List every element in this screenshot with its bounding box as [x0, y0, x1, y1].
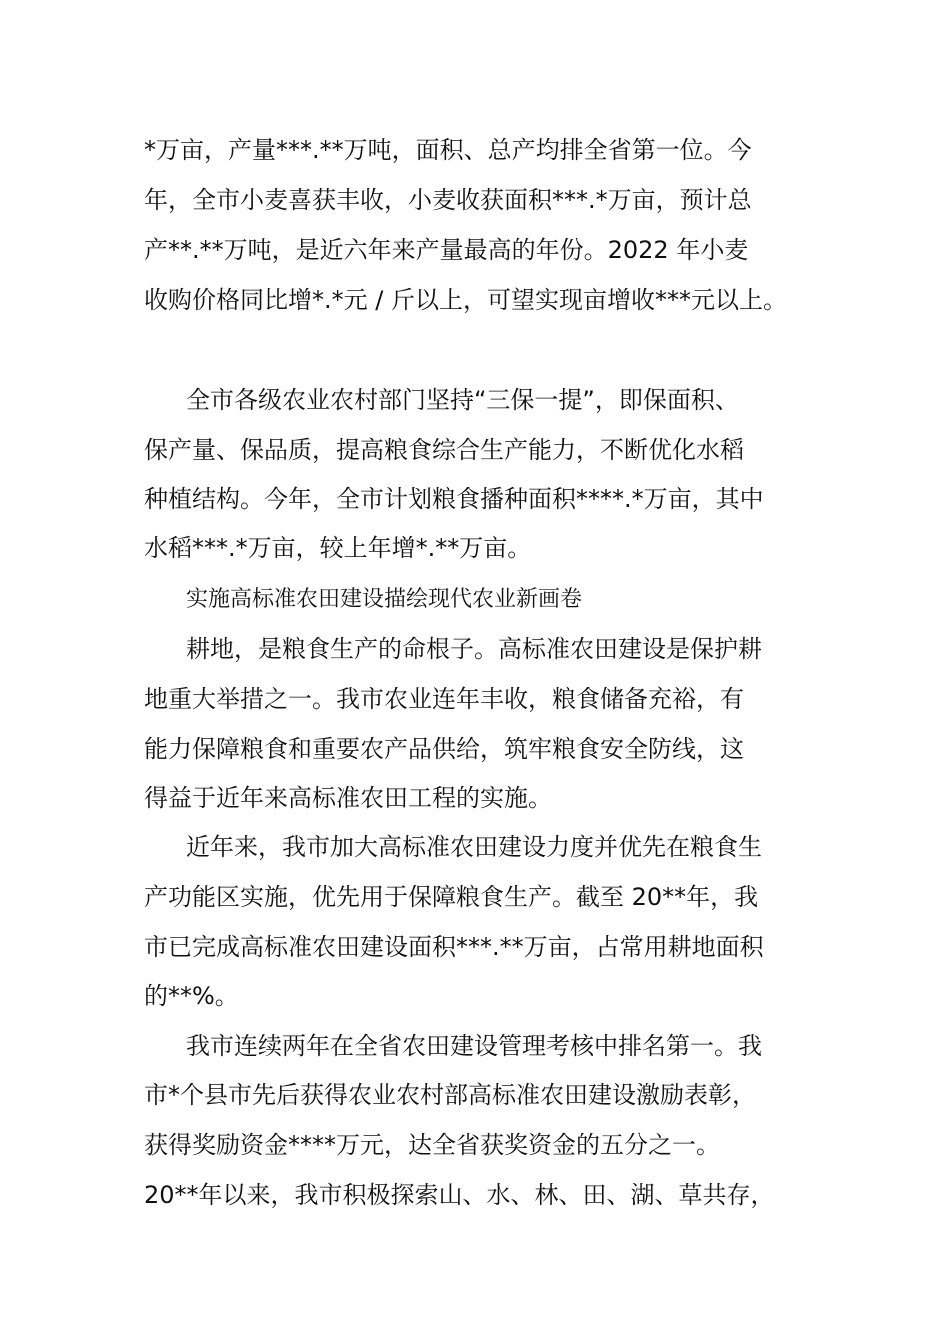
- p5-line-2: 市*个县市先后获得农业农村部高标准农田建设激励表彰，: [144, 1081, 756, 1109]
- p3-line-2: 地重大举措之一。我市农业连年丰收，粮食储备充裕，有: [144, 685, 744, 713]
- section-heading: 实施高标准农田建设描绘现代农业新画卷: [186, 587, 583, 612]
- p5-line-4: 20**年以来，我市积极探索山、水、林、田、湖、草共存，: [144, 1181, 775, 1209]
- p5-line-1: 我市连续两年在全省农田建设管理考核中排名第一。我: [186, 1032, 762, 1060]
- p1-line-3: 产**.**万吨，是近六年来产量最高的年份。2022 年小麦: [144, 236, 749, 264]
- p3-line-1: 耕地，是粮食生产的命根子。高标准农田建设是保护耕: [186, 635, 762, 663]
- p2-line-3: 种植结构。今年，全市计划粮食播种面积****.*万亩，其中: [144, 485, 764, 513]
- p4-line-2: 产功能区实施，优先用于保障粮食生产。截至 20**年，我: [144, 883, 759, 911]
- p1-line-4: 收购价格同比增*.*元 / 斤以上，可望实现亩增收***元以上。: [144, 286, 787, 314]
- p4-line-4: 的**%。: [144, 982, 239, 1010]
- p4-line-3: 市已完成高标准农田建设面积***.**万亩，占常用耕地面积: [144, 933, 764, 961]
- p2-line-4: 水稻***.*万亩，较上年增*.**万亩。: [144, 534, 532, 562]
- p2-line-1: 全市各级农业农村部门坚持“三保一提”，即保面积、: [186, 386, 739, 414]
- p1-line-2: 年，全市小麦喜获丰收，小麦收获面积***.*万亩，预计总: [144, 186, 752, 214]
- p4-line-1: 近年来，我市加大高标准农田建设力度并优先在粮食生: [186, 833, 762, 861]
- p1-line-1: *万亩，产量***.**万吨，面积、总产均排全省第一位。今: [144, 136, 752, 164]
- p5-line-3: 获得奖励资金****万元，达全省获奖资金的五分之一。: [144, 1131, 720, 1159]
- p3-line-4: 得益于近年来高标准农田工程的实施。: [144, 784, 552, 812]
- p2-line-2: 保产量、保品质，提高粮食综合生产能力，不断优化水稻: [144, 436, 744, 464]
- p3-line-3: 能力保障粮食和重要农产品供给，筑牢粮食安全防线，这: [144, 735, 744, 763]
